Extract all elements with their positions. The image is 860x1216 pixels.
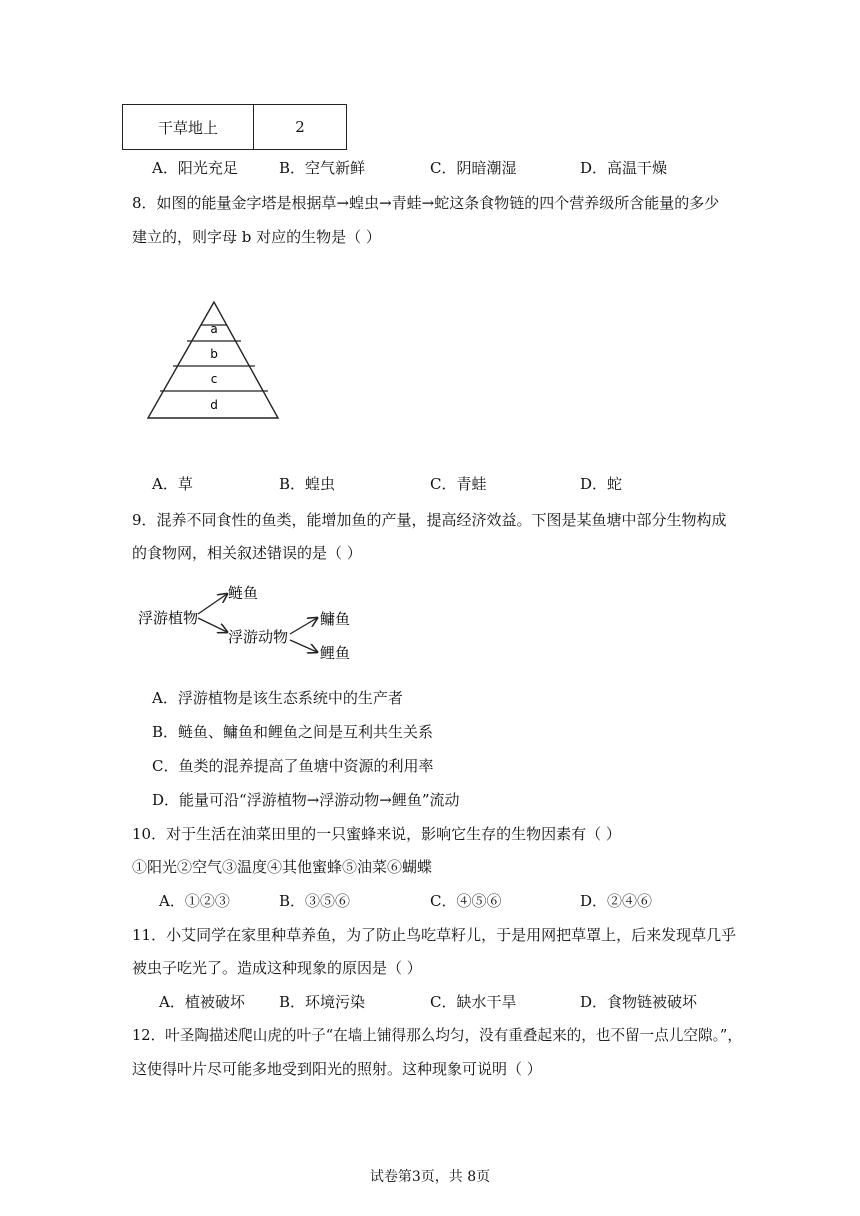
q9-option-a: A．浮游植物是该生态系统中的生产者	[152, 689, 403, 707]
q8-stem-line1: 8．如图的能量金字塔是根据草→蝗虫→青蛙→蛇这条食物链的四个营养级所含能量的多少	[132, 194, 720, 212]
node-zooplankton: 浮游动物	[228, 628, 289, 646]
q8-option-b: B．蝗虫	[279, 475, 336, 493]
arrow-zoo-to-common	[290, 640, 317, 652]
node-phytoplankton: 浮游植物	[138, 609, 199, 627]
node-silver-carp: 鲢鱼	[228, 584, 259, 602]
node-common-carp: 鲤鱼	[320, 644, 351, 662]
q11-option-b: B．环境污染	[279, 993, 366, 1011]
q11-stem-line1: 11．小艾同学在家里种草养鱼，为了防止鸟吃草籽儿，于是用网把草罩上，后来发现草几乎	[132, 926, 737, 944]
q9-stem-line2: 的食物网，相关叙述错误的是（ ）	[132, 544, 362, 562]
q10-stem-line2: ①阳光②空气③温度④其他蜜蜂⑤油菜⑥蝴蝶	[132, 858, 433, 876]
habitat-table	[122, 104, 347, 150]
q10-option-c: C．④⑤⑥	[430, 892, 502, 910]
q11-option-c: C．缺水干旱	[430, 993, 517, 1011]
q10-option-b: B．③⑤⑥	[279, 892, 351, 910]
pyramid-label-b: b	[210, 347, 218, 361]
arrow-phyto-to-zoo	[198, 618, 227, 632]
q12-stem-line2: 这使得叶片尽可能多地受到阳光的照射。这种现象可说明（ ）	[132, 1060, 542, 1078]
q7-option-a: A．阳光充足	[152, 159, 238, 177]
food-web-diagram	[130, 578, 370, 668]
q9-option-b: B．鲢鱼、鳙鱼和鲤鱼之间是互利共生关系	[152, 723, 434, 741]
table-row	[123, 105, 347, 150]
q10-option-a: A．①②③	[159, 892, 230, 910]
q10-option-d: D．②④⑥	[580, 892, 653, 910]
pyramid-label-c: c	[210, 372, 218, 386]
node-bighead-carp: 鳙鱼	[320, 610, 351, 628]
q11-option-a: A．植被破坏	[159, 993, 245, 1011]
q7-option-b: B．空气新鲜	[279, 159, 366, 177]
q11-option-d: D．食物链被破坏	[580, 993, 698, 1011]
energy-pyramid	[140, 296, 290, 426]
pyramid-label-d: d	[210, 398, 218, 412]
q7-option-d: D．高温干燥	[580, 159, 668, 177]
table-cell-count: 2	[254, 105, 347, 150]
q8-option-c: C．青蛙	[430, 475, 487, 493]
pyramid-label-a: a	[210, 322, 218, 336]
q8-stem-line2: 建立的，则字母 b 对应的生物是（ ）	[132, 228, 381, 246]
q8-option-d: D．蛇	[580, 475, 623, 493]
arrow-phyto-to-silver	[198, 594, 227, 614]
q10-stem-line1: 10．对于生活在油菜田里的一只蜜蜂来说，影响它生存的生物因素有（ ）	[132, 825, 621, 843]
arrow-zoo-to-bighead	[290, 618, 317, 634]
page-footer: 试卷第3页，共 8页	[369, 1169, 491, 1185]
q11-stem-line2: 被虫子吃光了。造成这种现象的原因是（ ）	[132, 959, 422, 977]
q9-option-d: D．能量可沿“浮游植物→浮游动物→鲤鱼”流动	[152, 791, 460, 809]
q8-option-a: A．草	[152, 475, 193, 493]
q12-stem-line1: 12．叶圣陶描述爬山虎的叶子“在墙上铺得那么均匀，没有重叠起来的，也不留一点儿空隙。”，	[132, 1027, 742, 1044]
q9-option-c: C．鱼类的混养提高了鱼塘中资源的利用率	[152, 757, 434, 775]
q9-stem-line1: 9．混养不同食性的鱼类，能增加鱼的产量，提高经济效益。下图是某鱼塘中部分生物构成	[132, 511, 727, 529]
table-cell-location: 干草地上	[123, 105, 254, 150]
q7-option-c: C．阴暗潮湿	[430, 159, 517, 177]
